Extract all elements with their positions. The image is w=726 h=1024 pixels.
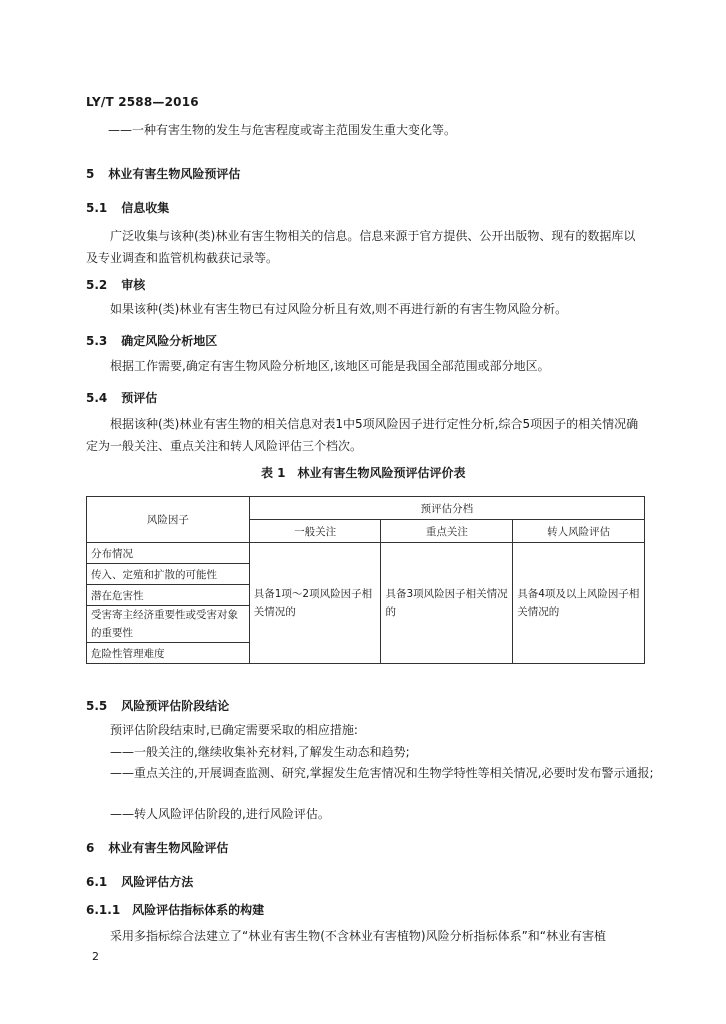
paragraph-5-5-lead: 预评估阶段结束时,已确定需要采取的相应措施: — [110, 723, 358, 737]
subsection-number: 5.3 — [86, 334, 108, 348]
subsection-title: 确定风险分析地区 — [121, 334, 218, 348]
subsection-number: 5.4 — [86, 391, 108, 405]
header-level-general: 一般关注 — [249, 520, 381, 543]
standard-number: LY/T 2588—2016 — [86, 95, 199, 109]
subsection-number: 5.1 — [86, 201, 108, 215]
subsection-title: 风险预评估阶段结论 — [121, 699, 230, 713]
list-item: ——重点关注的,开展调查监测、研究,掌握发生危害情况和生物学特性等相关情况,必要时发布警示通报; — [110, 766, 654, 780]
subsection-5-4-heading — [86, 389, 157, 406]
header-risk-factor: 风险因子 — [87, 497, 250, 543]
subsection-6-1-heading — [86, 873, 193, 890]
section-title: 林业有害生物风险预评估 — [108, 167, 241, 181]
intro-dash-line: ——一种有害生物的发生与危害程度或寄主范围发生重大变化等。 — [108, 123, 457, 137]
subsection-number: 5.2 — [86, 278, 108, 292]
section-number: 5 — [86, 167, 95, 181]
page-number: 2 — [92, 950, 99, 963]
section-6-heading — [86, 839, 228, 856]
factor-distribution: 分布情况 — [87, 543, 250, 564]
list-item: ——一般关注的,继续收集补充材料,了解发生动态和趋势; — [110, 745, 410, 759]
header-level-transfer: 转人风险评估 — [513, 520, 645, 543]
subsection-number: 6.1 — [86, 875, 108, 889]
factor-potential-harm: 潜在危害性 — [87, 585, 250, 606]
subsection-5-5-heading — [86, 697, 229, 714]
factor-host-importance: 受害寄主经济重要性或受害对象的重要性 — [87, 606, 250, 643]
subsection-number: 6.1.1 — [86, 903, 121, 917]
subsection-title: 风险评估指标体系的构建 — [132, 903, 265, 917]
section-5-heading — [86, 165, 240, 182]
risk-pre-assessment-table — [86, 496, 645, 664]
paragraph-5-2: 如果该种(类)林业有害生物已有过风险分析且有效,则不再进行新的有害生物风险分析。 — [110, 302, 568, 316]
header-level-key: 重点关注 — [381, 520, 513, 543]
paragraph-6-1-1: 采用多指标综合法建立了“林业有害生物(不含林业有害植物)风险分析指标体系”和“林业有害植 — [110, 929, 607, 943]
subsection-5-2-heading — [86, 276, 145, 293]
paragraph-5-3: 根据工作需要,确定有害生物风险分析地区,该地区可能是我国全部范围或部分地区。 — [110, 359, 550, 373]
header-pre-assessment-levels: 预评估分档 — [249, 497, 644, 520]
section-number: 6 — [86, 841, 95, 855]
section-title: 林业有害生物风险评估 — [108, 841, 229, 855]
list-item: ——转人风险评估阶段的,进行风险评估。 — [110, 807, 330, 821]
level-desc-transfer: 具备4项及以上风险因子相关情况的 — [513, 543, 645, 664]
level-desc-general: 具备1项～2项风险因子相关情况的 — [249, 543, 381, 664]
subsection-title: 审核 — [121, 278, 146, 292]
paragraph-5-1: 广泛收集与该种(类)林业有害生物相关的信息。信息来源于官方提供、公开出版物、现有的数据库以及专业调查和监管机构截获记录等。 — [86, 229, 636, 265]
subsection-6-1-1-heading — [86, 901, 264, 918]
factor-management-difficulty: 危险性管理难度 — [87, 643, 250, 664]
level-desc-key: 具备3项风险因子相关情况的 — [381, 543, 513, 664]
table-caption: 表 1 林业有害生物风险预评估评价表 — [261, 466, 466, 480]
subsection-title: 信息收集 — [121, 201, 170, 215]
subsection-number: 5.5 — [86, 699, 108, 713]
subsection-5-3-heading — [86, 332, 217, 349]
subsection-title: 预评估 — [121, 391, 158, 405]
factor-introduction-possibility: 传入、定殖和扩散的可能性 — [87, 564, 250, 585]
subsection-title: 风险评估方法 — [121, 875, 194, 889]
subsection-5-1-heading — [86, 199, 169, 216]
paragraph-5-4: 根据该种(类)林业有害生物的相关信息对表1中5项风险因子进行定性分析,综合5项因子的相关情况确定为一般关注、重点关注和转人风险评估三个档次。 — [86, 417, 639, 453]
